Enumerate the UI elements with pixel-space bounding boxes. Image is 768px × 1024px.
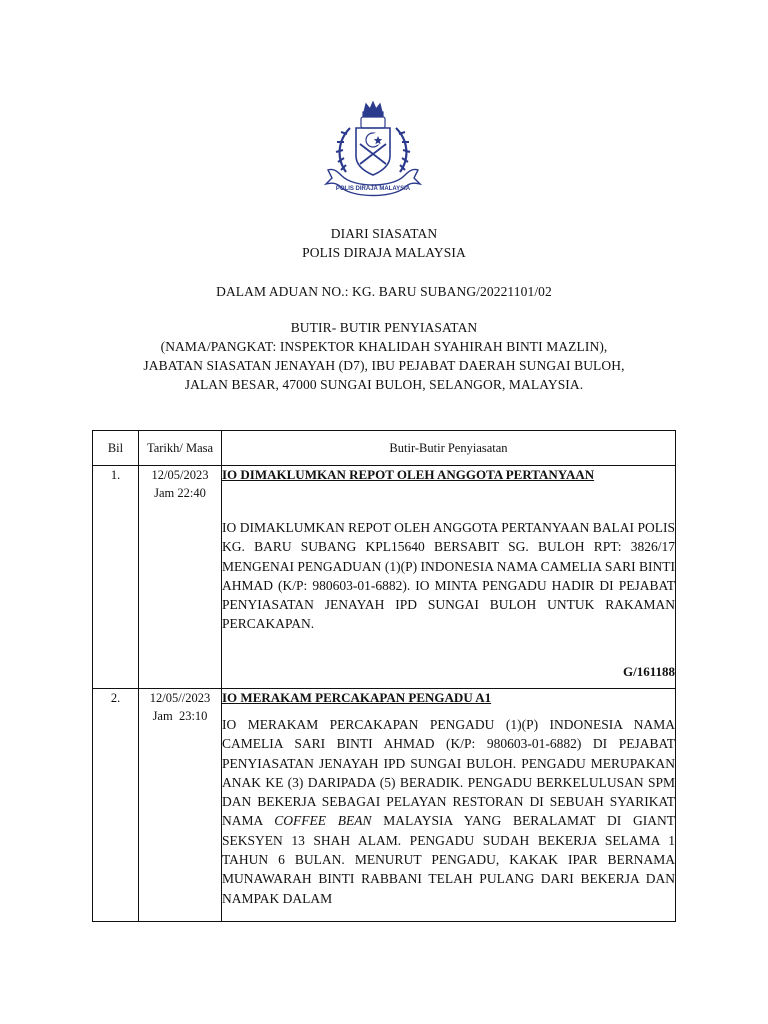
organisation-name: POLIS DIRAJA MALAYSIA (302, 245, 466, 260)
diary-title: DIARI SIASATAN (330, 226, 438, 241)
complaint-number: DALAM ADUAN NO.: KG. BARU SUBANG/20221101/02 (216, 284, 552, 299)
row-time: Jam 22:40 (154, 486, 206, 500)
row-date: 12/05/2023 (151, 468, 209, 482)
emblem-ribbon-text: POLIS DIRAJA MALAYSIA (335, 186, 411, 192)
entry-text (222, 715, 675, 908)
row-bil: 2. (93, 689, 139, 922)
diary-title-block (0, 224, 768, 262)
entry-text-part1: IO MERAKAM PERCAKAPAN PENGADU (1)(P) INDONESIA NAMA CAMELIA SARI BINTI AHMAD (K/P: 980603-01-6882) DI PEJABAT PENYIASATAN JENAYAH IPD SUNGAI BULOH. PENGADU MERUPAKAN ANAK KE (3) DARIPADA (5) BERADIK. PENGADU BERKELULUSAN SPM DAN BEKERJA SEBAGAI PELAYAN RESTORAN DI SEBUAH SYARIKAT NAMA (222, 717, 675, 829)
row-date: 12/05//2023 (149, 691, 211, 705)
row-datetime (139, 466, 222, 689)
entry-title: IO DIMAKLUMKAN REPOT OLEH ANGGOTA PERTANYAAN (222, 467, 595, 482)
details-officer: (NAMA/PANGKAT: INSPEKTOR KHALIDAH SYAHIRAH BINTI MAZLIN), (160, 339, 608, 354)
investigation-diary-table (92, 430, 676, 922)
officer-signature-code: G/161188 (622, 663, 675, 679)
details-department: JABATAN SIASATAN JENAYAH (D7), IBU PEJABAT DAERAH SUNGAI BULOH, (143, 358, 625, 373)
row-datetime (139, 689, 222, 922)
entry-text: IO DIMAKLUMKAN REPOT OLEH ANGGOTA PERTANYAAN BALAI POLIS KG. BARU SUBANG KPL15640 BERSABIT SG. BULOH RPT: 3826/17 MENGENAI PENGADUAN (1)(P) INDONESIA NAMA CAMELIA SARI BINTI AHMAD (K/P: 980603-01-6882). IO MINTA PENGADU HADIR DI PEJABAT PENYIASATAN JENAYAH IPD SUNGAI BULOH UNTUK RAKAMAN PERCAKAPAN. (222, 520, 675, 632)
entry-text-part2: MALAYSIA YANG BERALAMAT DI GIANT SEKSYEN 13 SHAH ALAM. PENGADU SUDAH BEKERJA SELAMA 1 TAHUN 6 BULAN. MENURUT PENGADU, KAKAK IPAR BERNAMA MUNAWARAH BINTI RABBANI TELAH PULANG DARI BEKERJA DAN NAMPAK DALAM (222, 813, 675, 906)
police-crest-emblem (320, 98, 426, 200)
details-title: BUTIR- BUTIR PENYIASATAN (290, 320, 478, 335)
row-details (222, 466, 676, 689)
column-header-details: Butir-Butir Penyiasatan (222, 431, 676, 466)
entry-text-company: COFFEE BEAN (274, 813, 372, 829)
investigation-details-block (0, 318, 768, 394)
table-row (93, 689, 676, 922)
details-address: JALAN BESAR, 47000 SUNGAI BULOH, SELANGOR, MALAYSIA. (184, 377, 584, 392)
column-header-date: Tarikh/ Masa (139, 431, 222, 466)
table-row (93, 466, 676, 689)
row-details (222, 689, 676, 922)
table-header-row (93, 431, 676, 466)
column-header-bil: Bil (93, 431, 139, 466)
row-time: Jam 23:10 (152, 709, 208, 723)
entry-title: IO MERAKAM PERCAKAPAN PENGADU A1 (222, 690, 492, 705)
row-bil: 1. (93, 466, 139, 689)
